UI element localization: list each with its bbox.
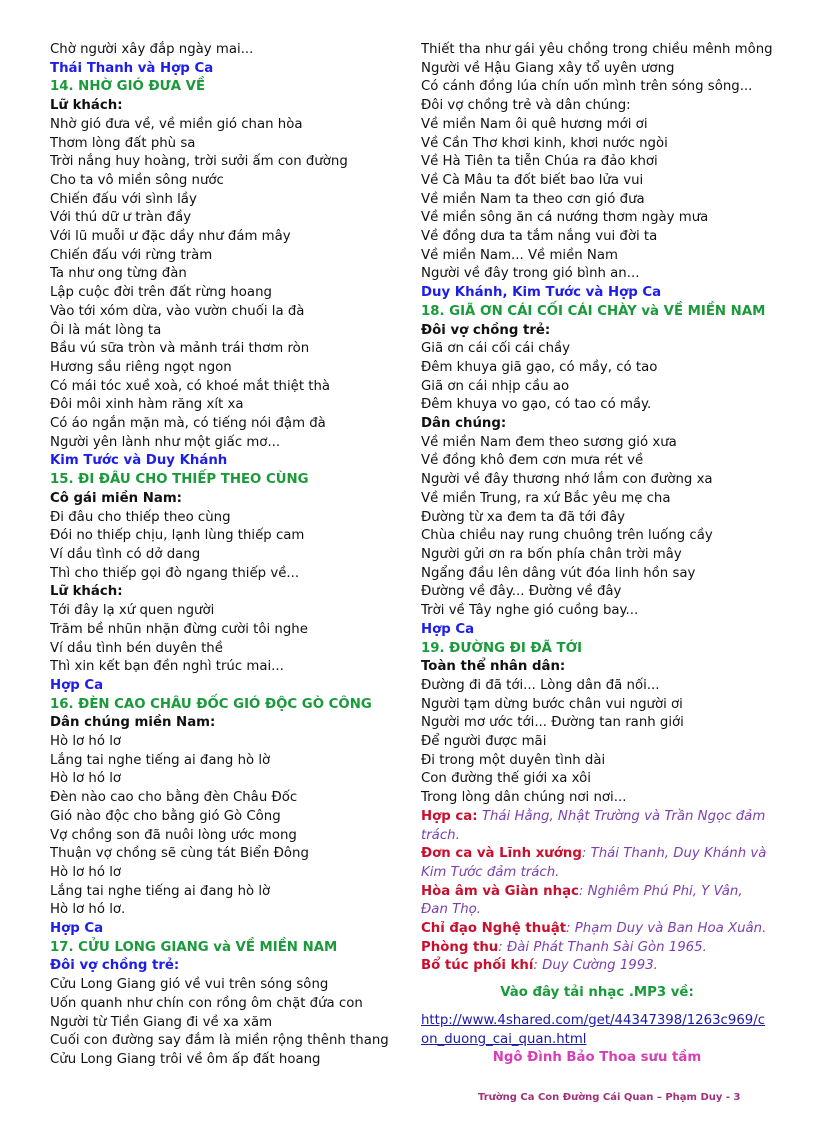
lyric-line: Con đường thế giới xa xôi — [421, 771, 591, 787]
lyric-line: Người về đây thương nhớ lắm con đường xa — [421, 472, 713, 488]
lyric-line: Có áo ngắn mặn mà, có tiếng nói đậm đà — [50, 416, 326, 432]
lyric-line: Về miền sông ăn cá nướng thơm ngày mưa — [421, 210, 709, 226]
lyric-line: Người yên lành như một giấc mơ... — [50, 434, 281, 450]
section-title: 18. GIÃ ƠN CÁI CỐI CÁI CHÀY và VỀ MIỀN NAM — [421, 303, 766, 319]
lyric-line: Đói no thiếp chịu, lạnh lùng thiếp cam — [50, 528, 305, 544]
lyric-line: Về miền Nam... Về miền Nam — [421, 247, 618, 263]
lyric-line: Đi trong một duyên tình dài — [421, 752, 606, 768]
lyric-line: Để người được mãi — [421, 734, 547, 750]
lyric-line: Người từ Tiền Giang đi về xa xăm — [50, 1014, 273, 1030]
lyric-line: Về Hà Tiên ta tiễn Chúa ra đảo khơi — [421, 154, 658, 170]
lyric-line: Ôi là mát lòng ta — [50, 322, 162, 338]
lyric-line: Gió nào độc cho bằng gió Gò Công — [50, 808, 281, 824]
lyric-line: Về Cà Mâu ta đốt biết bao lửa vui — [421, 172, 644, 188]
lyric-line: Ta như ong từng đàn — [50, 266, 187, 282]
lyric-line: Có mái tóc xuề xoà, có khoé mắt thiệt thà — [50, 378, 331, 394]
lyric-line: Với thú dữ ư tràn đầy — [50, 210, 192, 226]
lyric-line: Thì cho thiếp gọi đò ngang thiếp về... — [50, 565, 300, 581]
role-label: Đôi vợ chồng trẻ: — [421, 322, 551, 338]
lyric-line: Giã ơn cái nhịp cầu ao — [421, 378, 570, 394]
lyric-line: Thơm lòng đất phù sa — [50, 135, 196, 151]
lyric-line: Người tạm dừng bước chân vui người ơi — [421, 696, 683, 712]
lyric-line: Thiết tha như gái yêu chồng trong chiều mênh mông — [421, 42, 773, 57]
role-label: Toàn thể nhân dân: — [421, 659, 566, 675]
role-label: Lữ khách: — [50, 584, 123, 600]
lyric-line: Uốn quanh như chín con rồng ôm chặt đứa con — [50, 995, 363, 1011]
download-link[interactable]: http://www.4shared.com/get/44347398/1263c969/con_duong_cai_quan.html — [421, 1012, 766, 1047]
lyric-line: Thuận vợ chồng sẽ cùng tát Biển Đông — [50, 846, 309, 862]
collector-credit: Ngô Đình Bảo Thoa sưu tầm — [492, 1049, 702, 1065]
section-title: 19. ĐƯỜNG ĐI ĐÃ TỚI — [421, 640, 583, 656]
lyric-line: Hò lơ hó lơ — [50, 864, 122, 880]
lyric-line: Đôi môi xinh hàm răng xít xa — [50, 397, 244, 413]
lyric-line: Đường về đây... Đường về đây — [421, 584, 622, 600]
credits — [421, 808, 773, 976]
credit-value: : Thái Thanh, Duy Khánh và Kim Tước đảm trách. — [421, 846, 767, 880]
lyric-line: Hò lơ hó lơ — [50, 771, 122, 787]
lyric-line: Giã ơn cái cối cái chầy — [421, 341, 571, 357]
role-label: Cô gái miền Nam: — [50, 490, 183, 506]
lyric-line: Ngẩng đầu lên dâng vút đóa linh hồn say — [421, 565, 696, 581]
section-title: 15. ĐI ĐÂU CHO THIẾP THEO CÙNG — [50, 472, 309, 488]
credit-label: Bổ túc phối khí — [421, 958, 534, 974]
credit-value: Thái Hằng, Nhật Trường và Trần Ngọc đảm trách. — [421, 808, 766, 843]
lyric-line: Lắng tai nghe tiếng ai đang hò lờ — [50, 752, 271, 768]
lyric-line: Đêm khuya vo gạo, có tao có mầy. — [421, 397, 652, 413]
lyric-line: Người gửi ơn ra bốn phía chân trời mây — [421, 546, 682, 562]
lyric-line: Hương sầu riêng ngọt ngon — [50, 359, 232, 375]
credit-value: : Duy Cường 1993. — [533, 958, 658, 974]
lyric-line: Chờ người xây đắp ngày mai... — [50, 42, 254, 57]
lyric-line: Trăm bề nhũn nhặn đừng cười tôi nghe — [50, 621, 308, 637]
right-column — [421, 41, 773, 1068]
lyric-line: Thì xin kết bạn đền nghì trúc mai... — [50, 659, 284, 675]
credit-line — [421, 883, 773, 920]
credit-line — [421, 957, 773, 976]
lyric-line: Về miền Trung, ra xứ Bắc yêu mẹ cha — [421, 490, 671, 506]
lyric-line: Bầu vú sữa tròn và mảnh trái thơm ròn — [50, 341, 310, 357]
credit-line — [421, 845, 773, 882]
credit-label: Đơn ca và Lĩnh xướng — [421, 846, 582, 862]
section-title: 17. CỬU LONG GIANG và VỀ MIỀN NAM — [50, 939, 338, 955]
lyric-line: Đèn nào cao cho bằng đèn Châu Đốc — [50, 790, 298, 806]
performer-line: Hợp Ca — [421, 621, 475, 637]
role-label: Dân chúng miền Nam: — [50, 715, 216, 731]
lyric-line: Về miền Nam đem theo sương gió xưa — [421, 434, 677, 450]
section-title: 16. ĐÈN CAO CHÂU ĐỐC GIÓ ĐỘC GÒ CÔNG — [50, 696, 372, 712]
download-title: Vào đây tải nhạc .MP3 về: — [500, 985, 694, 1001]
performer-line: Hợp Ca — [50, 921, 104, 937]
lyric-line: Cửu Long Giang gió về vui trên sóng sông — [50, 977, 329, 993]
lyric-line: Chiến đấu với rừng tràm — [50, 247, 213, 263]
performer-line: Kim Tước và Duy Khánh — [50, 453, 228, 469]
lyric-line: Trời về Tây nghe gió cuồng bay... — [421, 603, 639, 619]
lyric-line: Về miền Nam ôi quê hương mới ơi — [421, 116, 648, 132]
lyric-line: Cuối con đường say đắm là miền rộng thênh thang — [50, 1033, 389, 1049]
role-label: Lữ khách: — [50, 98, 123, 114]
lyric-line: Người về đây trong gió bình an... — [421, 266, 640, 282]
lyric-line: Lắng tai nghe tiếng ai đang hò lờ — [50, 883, 271, 899]
lyric-line: Ví dầu tình bén duyên thề — [50, 640, 223, 656]
lyric-line: Vợ chồng son đã nuôi lòng ước mong — [50, 827, 297, 843]
credit-label: Hòa âm và Giàn nhạc — [421, 883, 579, 899]
credit-line — [421, 939, 773, 958]
lyric-line: Ví dầu tình có dở dang — [50, 546, 201, 562]
credit-label: Hợp ca: — [421, 808, 478, 824]
credit-label: Phòng thu — [421, 939, 499, 955]
lyric-line: Lập cuộc đời trên đất rừng hoang — [50, 285, 272, 301]
role-label: Dân chúng: — [421, 416, 507, 432]
lyric-line: Có cánh đồng lúa chín uốn mình trên sóng sông... — [421, 79, 753, 95]
credit-line — [421, 808, 773, 845]
lyric-line: Về đồng khô đem cơn mưa rét về — [421, 453, 644, 469]
lyric-line: Chùa chiều nay rung chuông trên luống cầy — [421, 528, 713, 544]
lyric-line: Người về Hậu Giang xây tổ uyên ương — [421, 60, 675, 76]
lyric-line: Đi đâu cho thiếp theo cùng — [50, 509, 231, 525]
credit-value: : Đài Phát Thanh Sài Gòn 1965. — [498, 939, 707, 955]
lyric-line: Về Cần Thơ khơi kinh, khơi nước ngòi — [421, 135, 668, 151]
lyric-line: Nhờ gió đưa về, về miền gió chan hòa — [50, 116, 303, 132]
credit-value: : Phạm Duy và Ban Hoa Xuân. — [566, 921, 767, 937]
performer-line: Duy Khánh, Kim Tước và Hợp Ca — [421, 285, 662, 301]
lyric-line: Về miền Nam ta theo cơn gió đưa — [421, 191, 645, 207]
lyric-line: Đôi vợ chồng trẻ và dân chúng: — [421, 98, 631, 114]
section-title: 14. NHỜ GIÓ ĐƯA VỀ — [50, 79, 206, 95]
lyric-line: Hò lơ hó lơ. — [50, 902, 126, 918]
lyric-line: Trời nắng huy hoàng, trời sưởi ấm con đường — [50, 154, 348, 170]
lyric-line: Cho ta vô miền sông nước — [50, 172, 224, 188]
lyric-line: Chiến đấu với sình lầy — [50, 191, 197, 207]
lyric-line: Cửu Long Giang trôi về ôm ấp đất hoang — [50, 1051, 321, 1067]
lyric-line: Tới đây lạ xứ quen người — [50, 603, 215, 619]
lyric-line: Về đồng dưa ta tắm nắng vui đời ta — [421, 229, 658, 245]
lyric-line: Hò lơ hó lơ — [50, 734, 122, 750]
lyric-line: Đêm khuya giã gạo, có mầy, có tao — [421, 359, 658, 375]
credit-value: : Nghiêm Phú Phi, Y Vân, Đan Thọ. — [421, 883, 743, 918]
performer-line: Thái Thanh và Hợp Ca — [50, 60, 214, 76]
right-lyrics — [421, 41, 773, 808]
role-label: Đôi vợ chồng trẻ: — [50, 958, 180, 974]
lyric-line: Người mơ ước tới... Đường tan ranh giới — [421, 715, 684, 731]
lyric-line: Trong lòng dân chúng nơi nơi... — [421, 790, 627, 806]
page-footer: Trường Ca Con Đường Cái Quan – Phạm Duy - 3 — [478, 1092, 741, 1103]
lyric-line: Đường đi đã tới... Lòng dân đã nối... — [421, 677, 660, 693]
lyric-line: Vào tới xóm dừa, vào vườn chuối la đà — [50, 303, 305, 319]
left-column — [50, 41, 389, 1070]
credit-label: Chỉ đạo Nghệ thuật — [421, 921, 567, 937]
lyric-line: Đường từ xa đem ta đã tới đây — [421, 509, 626, 525]
lyric-line: Với lũ muỗi ư đặc dầy như đám mây — [50, 229, 291, 245]
credit-line — [421, 920, 773, 939]
performer-line: Hợp Ca — [50, 677, 104, 693]
